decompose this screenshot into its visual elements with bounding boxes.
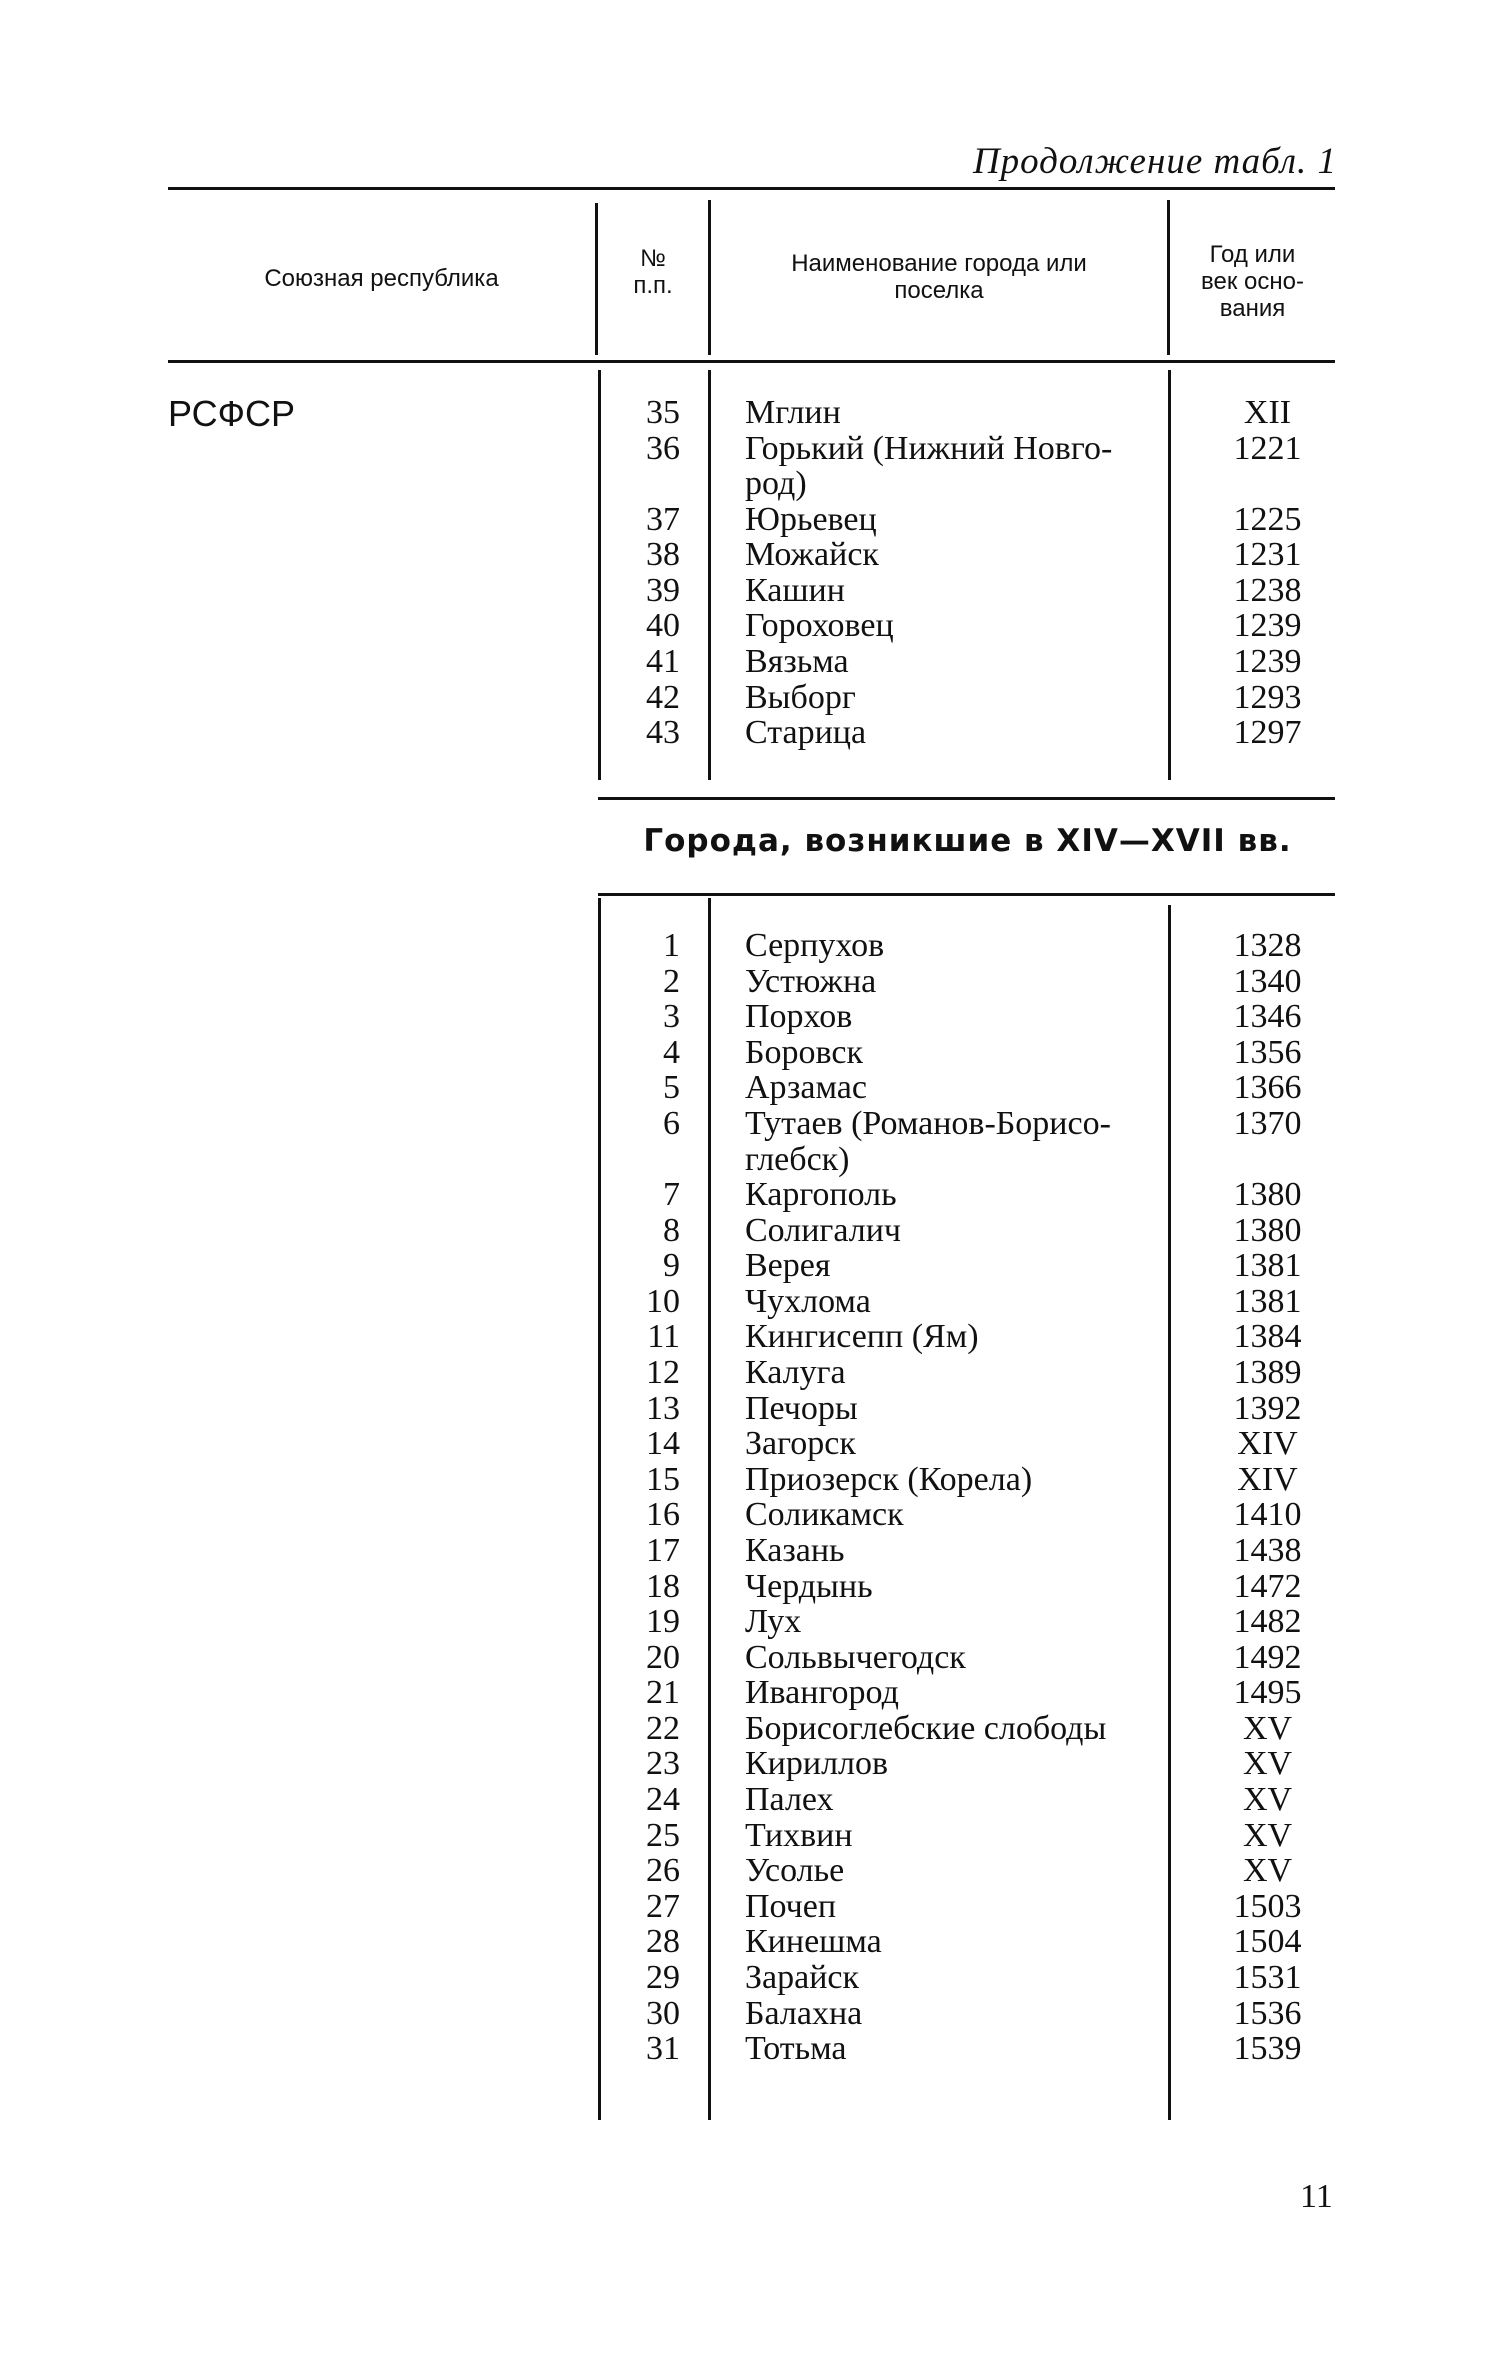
founding-year: 1225 — [1233, 500, 1302, 538]
table-row — [0, 1284, 1500, 1320]
founding-year: 1384 — [1233, 1318, 1302, 1356]
row-number: 40 — [646, 607, 680, 645]
founding-year: 1380 — [1233, 1175, 1302, 1213]
header-city-name: Наименование города или поселка — [791, 250, 1087, 304]
city-name: Старица — [745, 714, 867, 752]
row-number: 10 — [646, 1282, 680, 1320]
table-row — [0, 1070, 1500, 1106]
table-row — [0, 1213, 1500, 1249]
row-number: 42 — [646, 678, 680, 716]
table-row — [0, 1319, 1500, 1355]
founding-year: 1389 — [1233, 1353, 1302, 1391]
city-name: Калуга — [745, 1353, 846, 1391]
founding-year: 1438 — [1233, 1531, 1302, 1569]
city-name: Кингисепп (Ям) — [745, 1318, 979, 1356]
city-name: Кинешма — [745, 1923, 882, 1961]
row-number: 35 — [646, 394, 680, 431]
row-number: 24 — [646, 1781, 680, 1819]
founding-year: XV — [1242, 1816, 1293, 1854]
section-heading-bottom-rule — [598, 893, 1335, 896]
founding-year: 1239 — [1233, 607, 1302, 645]
founding-year: 1340 — [1233, 962, 1302, 1000]
page-number: 11 — [1300, 2178, 1333, 2215]
header-year: Год или век осно- вания — [1201, 241, 1304, 322]
table-row — [0, 431, 1500, 502]
founding-year: 1492 — [1233, 1638, 1302, 1676]
founding-year: 1392 — [1233, 1389, 1302, 1427]
table-row — [0, 644, 1500, 680]
row-number: 16 — [646, 1496, 680, 1534]
city-name: Вязьма — [745, 642, 849, 680]
city-name: Юрьевец — [745, 500, 877, 538]
table-row — [0, 1960, 1500, 1996]
row-number: 15 — [646, 1460, 680, 1498]
city-name: Серпухов — [745, 927, 885, 964]
table-row — [0, 680, 1500, 716]
founding-year: 1346 — [1233, 998, 1302, 1036]
row-number: 7 — [663, 1175, 680, 1213]
founding-year: XII — [1243, 394, 1292, 431]
table-row — [0, 999, 1500, 1035]
row-number: 11 — [647, 1318, 680, 1356]
row-number: 9 — [663, 1247, 680, 1285]
row-number: 31 — [646, 2030, 680, 2068]
row-number: 25 — [646, 1816, 680, 1854]
table-row — [0, 1675, 1500, 1711]
founding-year: 1370 — [1233, 1104, 1302, 1142]
city-name: Загорск — [745, 1425, 856, 1463]
table-row — [0, 1924, 1500, 1960]
row-number: 26 — [646, 1852, 680, 1890]
table-row — [0, 1818, 1500, 1854]
table-row — [0, 1604, 1500, 1640]
row-number: 37 — [646, 500, 680, 538]
table-row — [0, 502, 1500, 538]
row-number: 27 — [646, 1887, 680, 1925]
founding-year: 1504 — [1233, 1923, 1302, 1961]
city-name: Почеп — [745, 1887, 837, 1925]
table-row — [0, 1640, 1500, 1676]
city-name: Тихвин — [745, 1816, 853, 1854]
city-name: Боровск — [745, 1033, 863, 1071]
city-name: Можайск — [745, 536, 879, 574]
table-row — [0, 928, 1500, 964]
city-name: Кашин — [745, 571, 845, 609]
city-name: Верея — [745, 1247, 831, 1285]
row-number: 38 — [646, 536, 680, 574]
founding-year: 1410 — [1233, 1496, 1302, 1534]
row-number: 17 — [646, 1531, 680, 1569]
founding-year: 1221 — [1233, 429, 1302, 467]
city-name: Казань — [745, 1531, 845, 1569]
republic-name: РСФСР — [168, 393, 295, 434]
founding-year: XV — [1242, 1709, 1293, 1747]
city-name: Лух — [745, 1603, 802, 1641]
city-name: Печоры — [745, 1389, 858, 1427]
founding-year: 1366 — [1233, 1069, 1302, 1107]
row-number: 28 — [646, 1923, 680, 1961]
table-row — [0, 964, 1500, 1000]
row-number: 12 — [646, 1353, 680, 1391]
row-number: 20 — [646, 1638, 680, 1676]
founding-year: 1238 — [1233, 571, 1302, 609]
city-name: Зарайск — [745, 1959, 860, 1997]
city-name: Горький (Нижний Новго- род) — [745, 429, 1113, 503]
header-number: № п.п. — [633, 245, 673, 299]
founding-year: 1503 — [1233, 1887, 1302, 1925]
table-row — [0, 1711, 1500, 1747]
founding-year: 1293 — [1233, 678, 1302, 716]
founding-year: 1239 — [1233, 642, 1302, 680]
city-name: Каргополь — [745, 1175, 897, 1213]
row-number: 4 — [663, 1033, 680, 1071]
founding-year: 1380 — [1233, 1211, 1302, 1249]
table-row — [0, 1533, 1500, 1569]
city-name: Порхов — [745, 998, 853, 1036]
city-name: Тотьма — [745, 2030, 847, 2068]
founding-year: 1297 — [1233, 714, 1302, 752]
city-name: Соликамск — [745, 1496, 904, 1534]
header-bottom-rule — [168, 360, 1335, 363]
row-number: 3 — [663, 998, 680, 1036]
table-row — [0, 1996, 1500, 2032]
founding-year: 1381 — [1233, 1247, 1302, 1285]
table-row — [0, 1569, 1500, 1605]
city-name: Кириллов — [745, 1745, 889, 1783]
city-name: Чухлома — [745, 1282, 871, 1320]
city-name: Борисоглебские слободы — [745, 1709, 1107, 1747]
city-name: Усолье — [745, 1852, 845, 1890]
row-number: 21 — [646, 1674, 680, 1712]
city-name: Сольвычегодск — [745, 1638, 966, 1676]
section1-rows — [0, 395, 1500, 751]
city-name: Мглин — [745, 394, 841, 431]
table-row — [0, 1426, 1500, 1462]
table-row — [0, 1106, 1500, 1177]
city-name: Устюжна — [745, 962, 877, 1000]
city-name: Чердынь — [745, 1567, 873, 1605]
founding-year: 1536 — [1233, 1994, 1302, 2032]
table-caption: Продолжение табл. 1 — [972, 141, 1337, 182]
founding-year: 1472 — [1233, 1567, 1302, 1605]
founding-year: 1531 — [1233, 1959, 1302, 1997]
row-number: 2 — [663, 962, 680, 1000]
table-row — [0, 1035, 1500, 1071]
founding-year: 1356 — [1233, 1033, 1302, 1071]
row-number: 41 — [646, 642, 680, 680]
row-number: 14 — [646, 1425, 680, 1463]
city-name: Тутаев (Романов-Борисо- глебск) — [745, 1104, 1111, 1178]
city-name: Ивангород — [745, 1674, 899, 1712]
founding-year: 1482 — [1233, 1603, 1302, 1641]
founding-year: XIV — [1237, 1425, 1298, 1463]
table-row — [0, 573, 1500, 609]
founding-year: 1381 — [1233, 1282, 1302, 1320]
table-row — [0, 537, 1500, 573]
founding-year: XIV — [1237, 1460, 1298, 1498]
table-row — [0, 1248, 1500, 1284]
city-name: Приозерск (Корела) — [745, 1460, 1033, 1498]
row-number: 43 — [646, 714, 680, 752]
founding-year: 1495 — [1233, 1674, 1302, 1712]
city-name: Арзамас — [745, 1069, 867, 1107]
header-republic: Союзная республика — [264, 265, 499, 292]
table-row — [0, 608, 1500, 644]
city-name: Солигалич — [745, 1211, 901, 1249]
table-row — [0, 1177, 1500, 1213]
header-top-rule — [168, 187, 1335, 190]
row-number: 18 — [646, 1567, 680, 1605]
founding-year: 1328 — [1233, 927, 1302, 964]
table-row — [0, 395, 1500, 431]
city-name: Выборг — [745, 678, 856, 716]
row-number: 13 — [646, 1389, 680, 1427]
founding-year: 1231 — [1233, 536, 1302, 574]
founding-year: XV — [1242, 1852, 1293, 1890]
section-heading: Города, возникшие в XIV—XVII вв. — [643, 823, 1292, 859]
row-number: 39 — [646, 571, 680, 609]
founding-year: 1539 — [1233, 2030, 1302, 2068]
row-number: 29 — [646, 1959, 680, 1997]
row-number: 19 — [646, 1603, 680, 1641]
row-number: 6 — [663, 1104, 680, 1142]
table-row — [0, 1462, 1500, 1498]
table-row — [0, 1782, 1500, 1818]
city-name: Гороховец — [745, 607, 894, 645]
row-number: 30 — [646, 1994, 680, 2032]
row-number: 8 — [663, 1211, 680, 1249]
row-number: 22 — [646, 1709, 680, 1747]
section-heading-top-rule — [598, 797, 1335, 800]
row-number: 36 — [646, 429, 680, 467]
row-number: 5 — [663, 1069, 680, 1107]
city-name: Палех — [745, 1781, 834, 1819]
row-number: 23 — [646, 1745, 680, 1783]
table-row — [0, 1497, 1500, 1533]
table-row — [0, 715, 1500, 751]
table-row — [0, 1746, 1500, 1782]
row-number: 1 — [663, 927, 680, 964]
table-row — [0, 2031, 1500, 2067]
table-row — [0, 1391, 1500, 1427]
city-name: Балахна — [745, 1994, 863, 2032]
table-row — [0, 1853, 1500, 1889]
section2-rows — [0, 928, 1500, 2067]
table-row — [0, 1355, 1500, 1391]
founding-year: XV — [1242, 1781, 1293, 1819]
founding-year: XV — [1242, 1745, 1293, 1783]
table-row — [0, 1889, 1500, 1925]
